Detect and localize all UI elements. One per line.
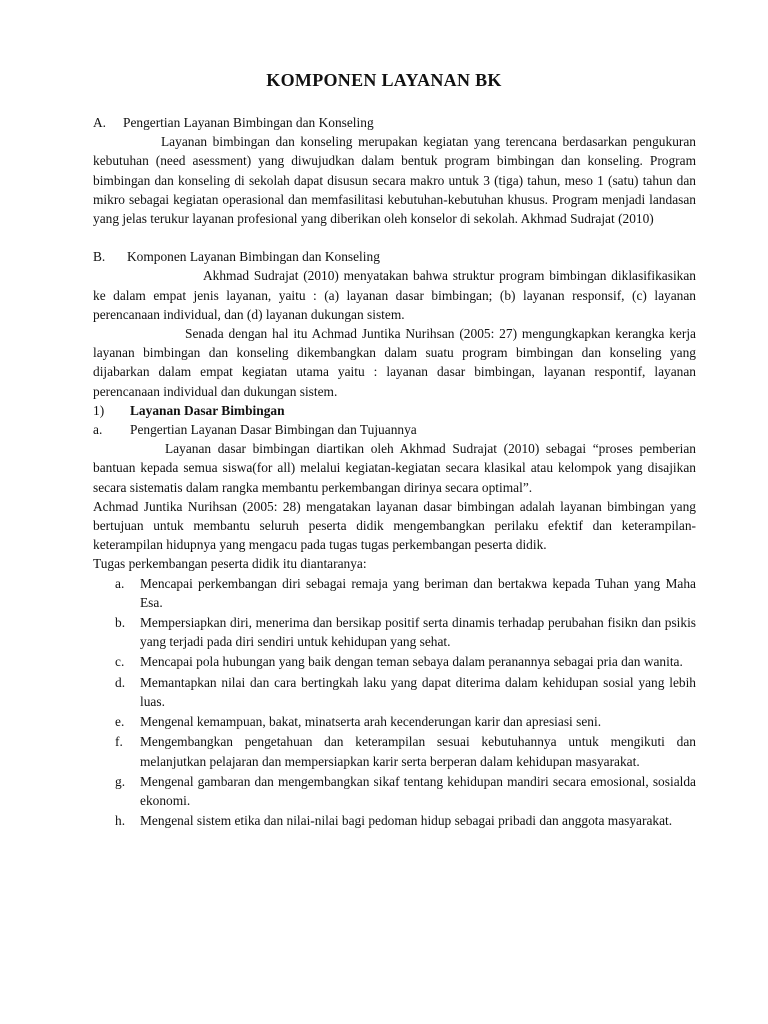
subsection-1a-heading: [93, 420, 696, 439]
list-item-letter: c.: [115, 654, 125, 670]
subsection-1a-letter: a.: [93, 422, 103, 438]
document-title: KOMPONEN LAYANAN BK: [266, 70, 502, 90]
list-item-letter: b.: [115, 615, 126, 631]
list-item-letter: f.: [115, 734, 123, 750]
list-item-letter: a.: [115, 575, 125, 591]
subsection-1-number: 1): [93, 402, 105, 418]
subsection-1-heading: [93, 401, 696, 420]
list-item-letter: g.: [115, 773, 126, 789]
layanan-dasar-definition: Layanan dasar bimbingan diartikan oleh Akhmad Sudrajat (2010) sebagai “proses pemberian bantuan kepada semua siswa(for all) melalui kegiatan-kegiatan secara klasikal atau kelompok yang disajikan secara sistematis dalam rangka membantu perkembangan dirinya secara optimal”.: [93, 441, 696, 495]
list-item-text: Mengenal sistem etika dan nilai-nilai bagi pedoman hidup sebagai pribadi dan anggota masyarakat.: [140, 813, 673, 829]
section-a-number: A.: [93, 115, 107, 130]
list-item: [93, 673, 696, 711]
list-item: [93, 574, 696, 612]
developmental-tasks-list: [93, 574, 696, 831]
section-b-title: Komponen Layanan Bimbingan dan Konseling: [127, 249, 380, 265]
list-item: [93, 732, 696, 770]
tasks-intro: Tugas perkembangan peserta didik itu diantaranya:: [93, 556, 367, 572]
list-item-letter: d.: [115, 674, 126, 690]
document-body: [93, 113, 696, 831]
list-item: [93, 613, 696, 651]
list-item-text: Mengenal kemampuan, bakat, minatserta arah kecenderungan karir dan apresiasi seni.: [140, 714, 602, 730]
list-item-letter: e.: [115, 714, 125, 730]
section-a-heading: [93, 113, 696, 132]
list-item-text: Mengembangkan pengetahuan dan keterampilan sesuai kebutuhannya untuk mengikuti dan melanjutkan pelajaran dan mempersiapkan karir serta berperan dalam kehidupan masyarakat.: [140, 734, 696, 769]
section-a-title: Pengertian Layanan Bimbingan dan Konseling: [123, 115, 374, 130]
section-b-heading: [93, 247, 696, 266]
list-item-text: Mencapai perkembangan diri sebagai remaja yang beriman dan bertakwa kepada Tuhan yang Maha Esa.: [140, 575, 696, 610]
section-b-number: B.: [93, 249, 106, 265]
subsection-1-title: Layanan Dasar Bimbingan: [130, 402, 285, 418]
spacer: [93, 228, 696, 247]
list-item: [93, 652, 696, 671]
list-item: [93, 811, 696, 830]
subsection-1a-title: Pengertian Layanan Dasar Bimbingan dan Tujuannya: [130, 422, 417, 438]
section-b-paragraph-2: Senada dengan hal itu Achmad Juntika Nurihsan (2005: 27) mengungkapkan kerangka kerja layanan bimbingan dan konseling dikembangkan dalam suatu program bimbingan dan konseling yang dijabarkan dalam empat kegiatan utama yaitu : layanan dasar bimbingan, layanan respontif, layanan perencanaan individual dan dukungan sistem.: [93, 326, 696, 399]
section-b-paragraph-1: Akhmad Sudrajat (2010) menyatakan bahwa struktur program bimbingan diklasifikasikan ke dalam empat jenis layanan, yaitu : (a) layanan dasar bimbingan; (b) layanan responsif, (c) layanan perencanaan individual, dan (d) layanan dukungan sistem.: [93, 268, 696, 322]
layanan-dasar-paragraph-2: Achmad Juntika Nurihsan (2005: 28) mengatakan layanan dasar bimbingan adalah layanan bimbingan yang bertujuan untuk membantu seluruh peserta didik mengembangkan perilaku efektif dan keterampilan-keterampilan hidupnya yang mengacu pada tugas tugas perkembangan peserta didik.: [93, 498, 696, 553]
list-item: [93, 712, 696, 731]
list-item-text: Mempersiapkan diri, menerima dan bersikap positif serta dinamis terhadap perubahan fisikn dan psikis yang terjadi pada diri sendiri untuk kehidupan yang sehat.: [140, 615, 696, 650]
list-item-letter: h.: [115, 813, 126, 829]
section-a-paragraph: Layanan bimbingan dan konseling merupakan kegiatan yang terencana berdasarkan pengukuran kebutuhan (need asessment) yang diwujudkan dalam bentuk program bimbingan dan konseling. Program bimbingan dan konseling di sekolah dapat disusun secara makro untuk 3 (tiga) tahun, meso 1 (satu) tahun dan mikro sebagai kegiatan operasional dan memfasilitasi kebutuhan-kebutuhan khusus. Program menjadi landasan yang jelas terukur layanan profesional yang diberikan oleh konselor di sekolah. Akhmad Sudrajat (2010): [93, 134, 696, 227]
list-item-text: Mengenal gambaran dan mengembangkan sikaf tentang kehidupan mandiri secara emosional, sosialda ekonomi.: [140, 773, 696, 808]
list-item-text: Mencapai pola hubungan yang baik dengan teman sebaya dalam peranannya sebagai pria dan wanita.: [140, 654, 683, 670]
list-item-text: Memantapkan nilai dan cara bertingkah laku yang dapat diterima dalam kehidupan sosial yang lebih luas.: [140, 674, 696, 709]
list-item: [93, 772, 696, 810]
